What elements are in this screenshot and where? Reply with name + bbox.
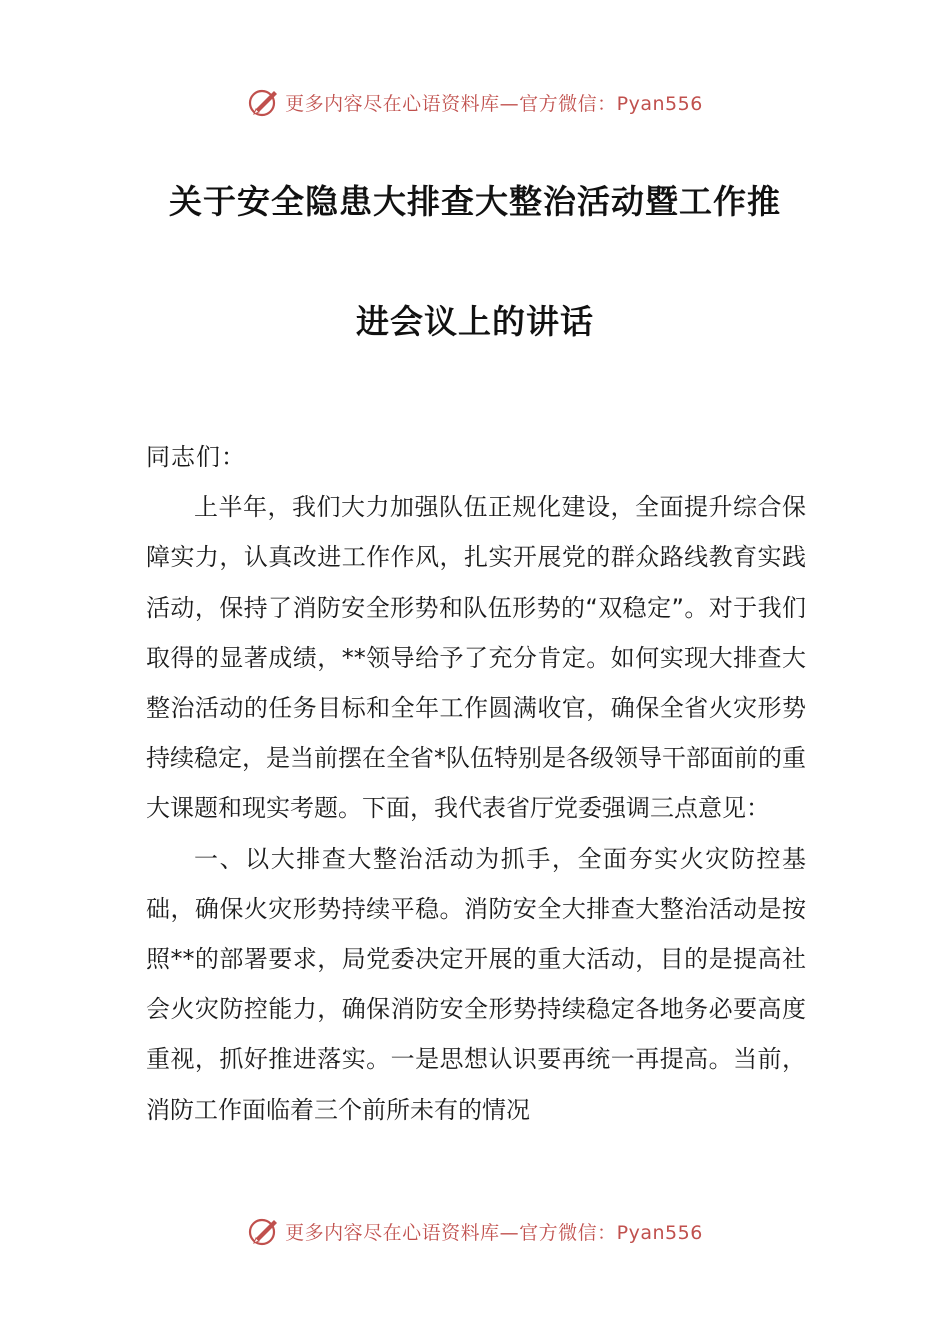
footer-watermark (0, 1211, 950, 1251)
document-title-line-1: 关于安全隐患大排查大整治活动暨工作推 (169, 182, 781, 221)
greeting: 同志们： (146, 443, 246, 471)
document-title-line-2: 进会议上的讲话 (356, 302, 594, 341)
document-body (146, 432, 806, 1135)
pen-logo-icon (247, 85, 281, 119)
pen-logo-icon (247, 1214, 281, 1248)
header-watermark (0, 82, 950, 122)
watermark-text: 更多内容尽在心语资料库—官方微信：Pyan556 (285, 92, 703, 115)
watermark-text: 更多内容尽在心语资料库—官方微信：Pyan556 (285, 1221, 703, 1244)
paragraph: 一、以大排查大整治活动为抓手，全面夯实火灾防控基础，确保火灾形势持续平稳。消防安全大排查大整治活动是按照**的部署要求，局党委决定开展的重大活动，目的是提高社会火灾防控能力，确保消防安全形势持续稳定各地务必要高度重视，抓好推进落实。一是思想认识要再统一再提高。当前，消防工作面临着三个前所未有的情况 (146, 844, 806, 1124)
paragraph: 上半年，我们大力加强队伍正规化建设，全面提升综合保障实力，认真改进工作作风，扎实开展党的群众路线教育实践活动，保持了消防安全形势和队伍形势的“双稳定”。对于我们取得的显著成绩，**领导给予了充分肯定。如何实现大排查大整治活动的任务目标和全年工作圆满收官，确保全省火灾形势持续稳定，是当前摆在全省*队伍特别是各级领导干部面前的重大课题和现实考题。下面，我代表省厅党委强调三点意见： (146, 493, 806, 823)
